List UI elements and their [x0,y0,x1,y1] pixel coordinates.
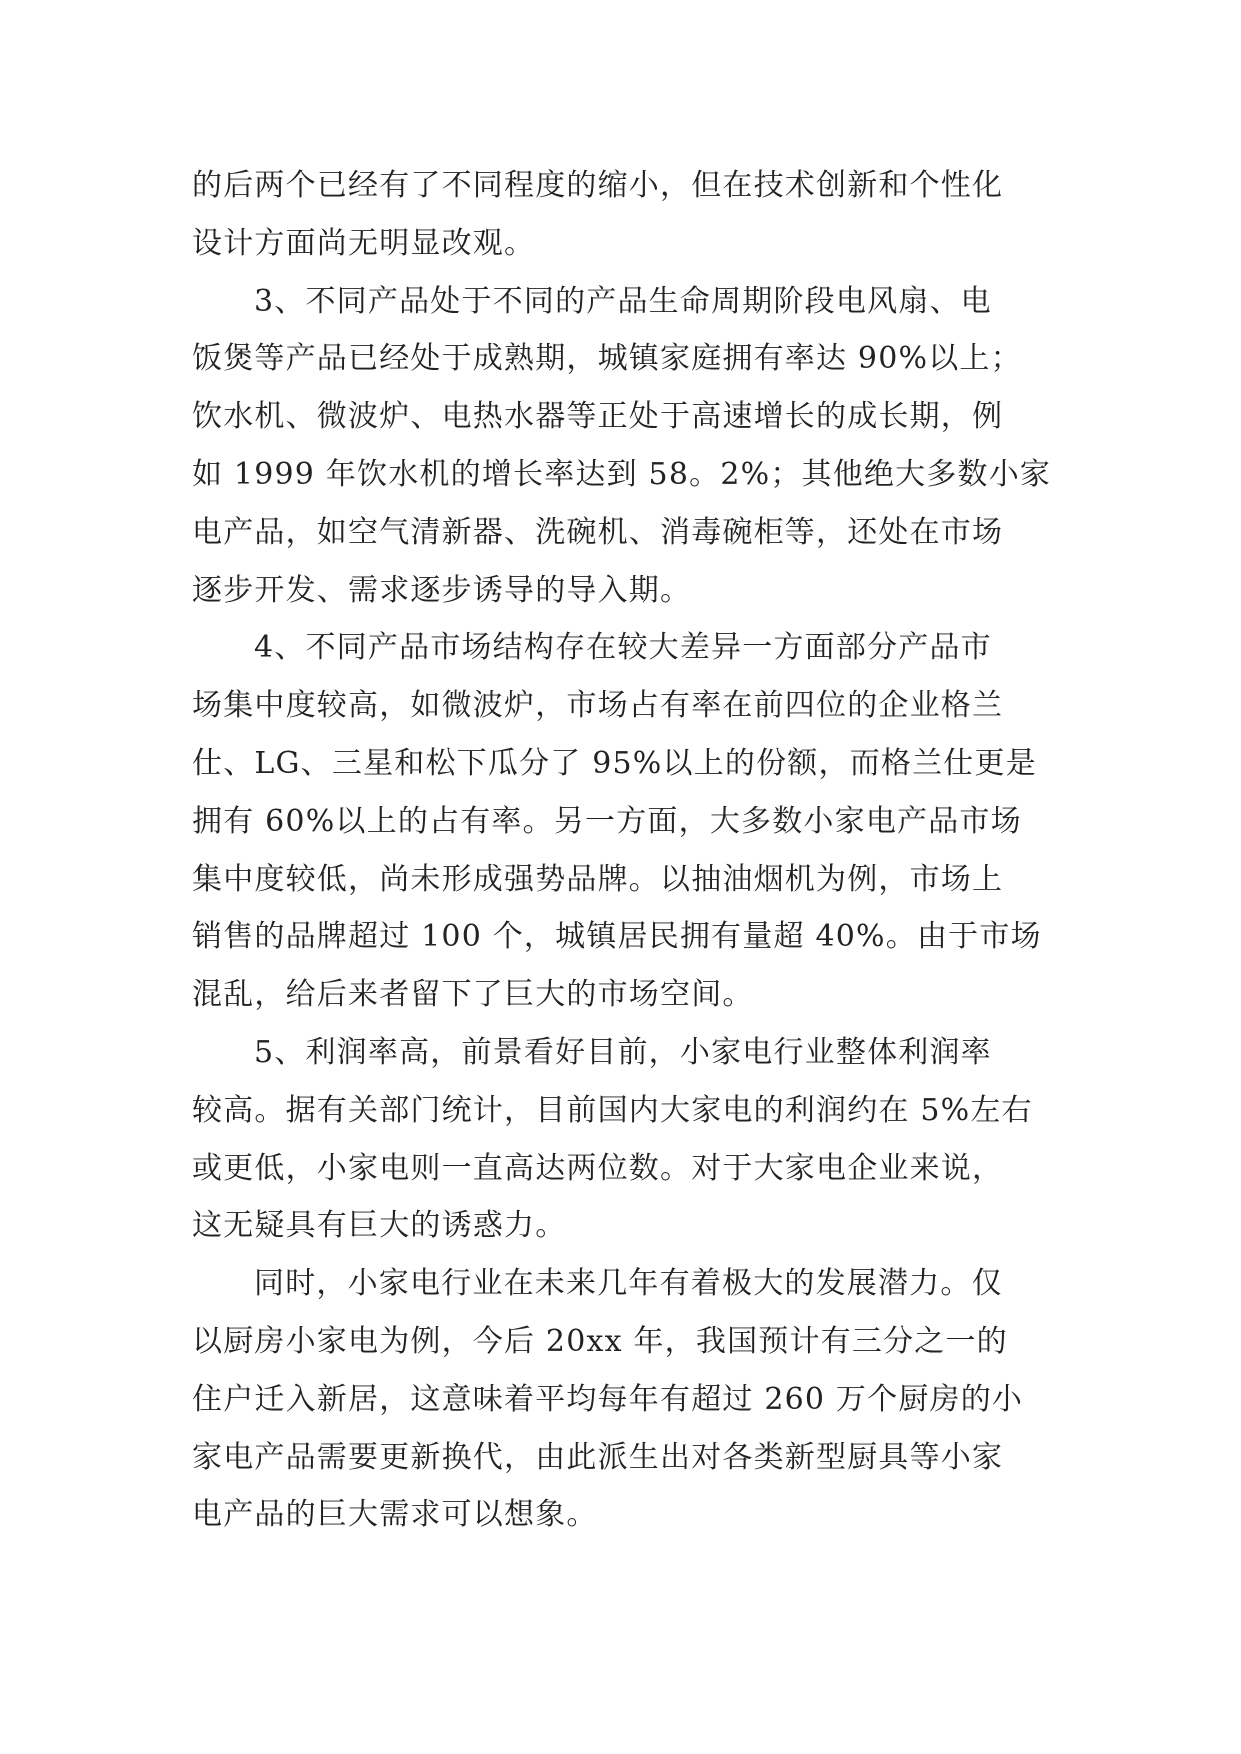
text-line: 较高。据有关部门统计，目前国内大家电的利润约在 5%左右 [192,1092,1033,1128]
paragraph-start-line: 同时，小家电行业在未来几年有着极大的发展潜力。仅 [254,1266,1003,1302]
text-line: 如 1999 年饮水机的增长率达到 58。2%；其他绝大多数小家 [192,456,1052,492]
text-line: 逐步开发、需求逐步诱导的导入期。 [192,572,692,608]
text-line: 的后两个已经有了不同程度的缩小，但在技术创新和个性化 [192,168,1004,203]
text-line: 这无疑具有巨大的诱惑力。 [192,1208,567,1244]
text-line: 家电产品需要更新换代，由此派生出对各类新型厨具等小家 [192,1439,1004,1475]
paragraph-start-line: 5、利润率高，前景看好目前，小家电行业整体利润率 [254,1034,992,1070]
text-line: 场集中度较高，如微波炉，市场占有率在前四位的企业格兰 [192,688,1004,724]
text-line: 饮水机、微波炉、电热水器等正处于高速增长的成长期，例 [192,399,1004,435]
text-line: 或更低，小家电则一直高达两位数。对于大家电企业来说， [192,1150,1004,1186]
body-text [192,157,1072,1544]
text-line: 电产品的巨大需求可以想象。 [192,1497,598,1533]
text-line: 设计方面尚无明显改观。 [192,225,536,261]
paragraph-start-line: 3、不同产品处于不同的产品生命周期阶段电风扇、电 [254,283,992,319]
paragraph-start-line: 4、不同产品市场结构存在较大差异一方面部分产品市 [254,630,992,666]
text-line: 住户迁入新居，这意味着平均每年有超过 260 万个厨房的小 [192,1381,1024,1417]
text-line: 集中度较低，尚未形成强势品牌。以抽油烟机为例，市场上 [192,861,1004,897]
text-line: 仕、LG、三星和松下瓜分了 95%以上的份额，而格兰仕更是 [192,745,1037,781]
text-line: 混乱，给后来者留下了巨大的市场空间。 [192,977,754,1013]
text-line: 饭煲等产品已经处于成熟期，城镇家庭拥有率达 90%以上； [192,341,1022,377]
text-line: 拥有 60%以上的占有率。另一方面，大多数小家电产品市场 [192,803,1022,839]
text-line: 销售的品牌超过 100 个，城镇居民拥有量超 40%。由于市场 [192,919,1042,955]
text-line: 电产品，如空气清新器、洗碗机、消毒碗柜等，还处在市场 [192,514,1004,550]
text-line: 以厨房小家电为例，今后 20xx 年，我国预计有三分之一的 [192,1323,1008,1359]
